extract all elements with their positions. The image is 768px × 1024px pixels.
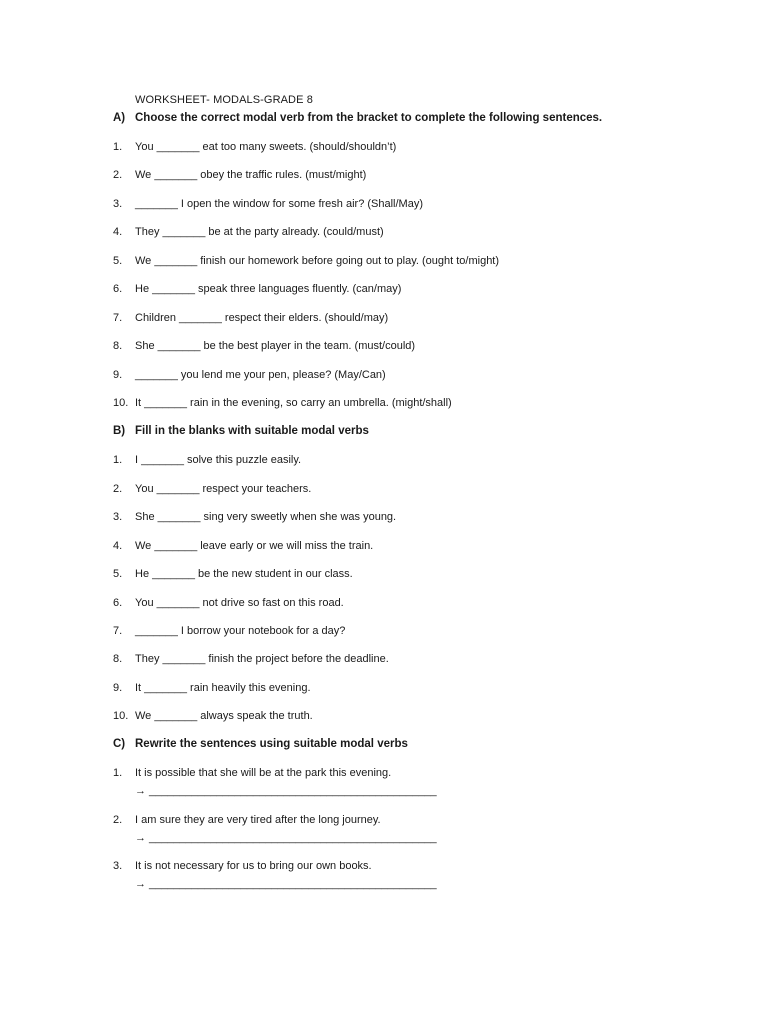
- item-number: 2.: [113, 483, 123, 495]
- list-item: [113, 369, 386, 381]
- item-text: It is not necessary for us to bring our own books.: [135, 860, 372, 872]
- list-item: [113, 710, 313, 722]
- list-item: [113, 255, 499, 267]
- item-number: 6.: [113, 283, 123, 295]
- worksheet-title: WORKSHEET- MODALS-GRADE 8: [135, 94, 313, 106]
- item-number: 9.: [113, 682, 123, 694]
- item-text: We _______ always speak the truth.: [135, 710, 313, 722]
- item-text: It is possible that she will be at the park this evening.: [135, 767, 392, 779]
- item-number: 1.: [113, 141, 123, 153]
- list-item: [113, 141, 396, 153]
- list-item: [113, 312, 388, 324]
- item-number: 3.: [113, 860, 123, 872]
- item-text: I _______ solve this puzzle easily.: [135, 454, 302, 466]
- item-text: Children _______ respect their elders. (should/may): [135, 312, 389, 324]
- item-text: We _______ finish our homework before going out to play. (ought to/might): [135, 255, 500, 267]
- section-letter: B): [113, 425, 126, 437]
- item-text: You _______ respect your teachers.: [135, 483, 312, 495]
- list-item: [113, 540, 373, 552]
- list-item: [113, 169, 366, 181]
- item-number: 2.: [113, 814, 123, 826]
- item-number: 9.: [113, 369, 123, 381]
- section-b-heading: [113, 425, 369, 437]
- item-number: 8.: [113, 653, 123, 665]
- item-text: _______ I borrow your notebook for a day?: [135, 625, 346, 637]
- item-number: 8.: [113, 340, 123, 352]
- section-letter: A): [113, 112, 126, 124]
- section-c-heading: [113, 738, 408, 750]
- list-item: [113, 814, 381, 826]
- list-item: [113, 340, 415, 352]
- section-a-heading: [113, 112, 602, 124]
- list-item: [113, 682, 311, 694]
- item-number: 1.: [113, 767, 123, 779]
- item-number: 10.: [113, 397, 129, 409]
- item-number: 4.: [113, 540, 123, 552]
- answer-line: → _______________________________________________: [135, 832, 437, 844]
- section-heading-text: Choose the correct modal verb from the bracket to complete the following sentences.: [135, 112, 603, 124]
- list-item: [113, 767, 391, 779]
- item-number: 7.: [113, 625, 123, 637]
- list-item: [113, 483, 311, 495]
- item-text: _______ I open the window for some fresh air? (Shall/May): [135, 198, 423, 210]
- item-text: We _______ obey the traffic rules. (must/might): [135, 169, 367, 181]
- list-item: [113, 397, 452, 409]
- item-text: He _______ speak three languages fluently. (can/may): [135, 283, 402, 295]
- item-text: I am sure they are very tired after the long journey.: [135, 814, 381, 826]
- list-item: [113, 625, 345, 637]
- list-item: [113, 226, 384, 238]
- item-number: 10.: [113, 710, 129, 722]
- list-item: [113, 511, 396, 523]
- item-number: 4.: [113, 226, 123, 238]
- list-item: [113, 454, 301, 466]
- item-text: They _______ finish the project before the deadline.: [135, 653, 389, 665]
- item-number: 3.: [113, 511, 123, 523]
- section-letter: C): [113, 738, 126, 750]
- item-text: He _______ be the new student in our class.: [135, 568, 353, 580]
- section-heading-text: Fill in the blanks with suitable modal verbs: [135, 425, 369, 437]
- item-number: 3.: [113, 198, 123, 210]
- answer-line: → _______________________________________________: [135, 878, 437, 890]
- item-text: You _______ eat too many sweets. (should/shouldn’t): [135, 141, 397, 153]
- item-number: 7.: [113, 312, 123, 324]
- item-number: 6.: [113, 597, 123, 609]
- item-text: She _______ be the best player in the team. (must/could): [135, 340, 416, 352]
- item-text: It _______ rain heavily this evening.: [135, 682, 311, 694]
- item-text: _______ you lend me your pen, please? (May/Can): [135, 369, 386, 381]
- answer-line: → _______________________________________________: [135, 785, 437, 797]
- list-item: [113, 860, 372, 872]
- item-text: She _______ sing very sweetly when she was young.: [135, 511, 397, 523]
- item-text: It _______ rain in the evening, so carry an umbrella. (might/shall): [135, 397, 452, 409]
- list-item: [113, 653, 389, 665]
- item-text: They _______ be at the party already. (could/must): [135, 226, 384, 238]
- item-number: 5.: [113, 568, 123, 580]
- item-number: 2.: [113, 169, 123, 181]
- list-item: [113, 283, 401, 295]
- list-item: [113, 568, 353, 580]
- list-item: [113, 198, 423, 210]
- item-text: You _______ not drive so fast on this road.: [135, 597, 344, 609]
- list-item: [113, 597, 344, 609]
- item-text: We _______ leave early or we will miss the train.: [135, 540, 374, 552]
- item-number: 5.: [113, 255, 123, 267]
- section-heading-text: Rewrite the sentences using suitable modal verbs: [135, 738, 408, 750]
- item-number: 1.: [113, 454, 123, 466]
